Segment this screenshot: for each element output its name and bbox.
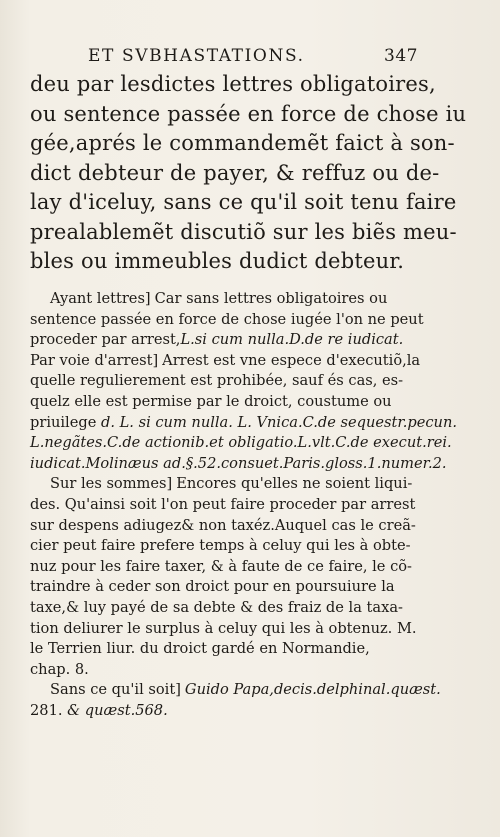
commentary-line bbox=[30, 598, 420, 619]
citation: iudicat.Molinæus ad.§.52.consuet.Paris.gloss.1.numer.2. bbox=[30, 454, 447, 472]
commentary-line bbox=[30, 433, 452, 454]
commentary-text: cier peut faire prefere temps à celuy qui les à obte- bbox=[30, 537, 411, 555]
main-text-line: dict debteur de payer, & reffuz ou de- bbox=[30, 160, 440, 185]
commentary-text: sentence passée en force de chose iugée l'on ne peut bbox=[30, 310, 424, 328]
citation: L.negãtes.C.de actionib.et obligatio.L.vlt.C.de execut.rei. bbox=[30, 434, 452, 452]
commentary-text: nuz pour les faire taxer, & à faute de ce faire, le cõ- bbox=[30, 557, 412, 575]
commentary-line bbox=[30, 701, 420, 722]
commentary-line bbox=[30, 495, 420, 516]
commentary-line bbox=[30, 371, 420, 392]
commentary-line bbox=[30, 516, 420, 537]
running-title: ET SVBHASTATIONS. bbox=[88, 46, 305, 66]
commentary-text: chap. 8. bbox=[30, 660, 89, 678]
main-text-line: gée,aprés le commandemẽt faict à son- bbox=[30, 131, 455, 155]
main-text-line: lay d'iceluy, sans ce qu'il soit tenu faire bbox=[30, 190, 457, 214]
commentary-text: quelz elle est permise par le droict, coustume ou bbox=[30, 392, 392, 410]
commentary-line bbox=[30, 330, 420, 351]
citation: Guido Papa,decis.delphinal.quæst. bbox=[184, 681, 441, 699]
commentary-line bbox=[30, 474, 420, 495]
commentary-text: proceder par arrest, bbox=[30, 331, 181, 349]
page-number: 347 bbox=[384, 46, 418, 66]
commentary-text: quelle regulierement est prohibée, sauf és cas, es- bbox=[30, 372, 404, 390]
citation: d. L. si cum nulla. L. Vnica.C.de sequestr.pecun. bbox=[100, 413, 457, 431]
commentary-line bbox=[30, 577, 420, 598]
commentary-text: traindre à ceder son droict pour en poursuiure la bbox=[30, 578, 395, 596]
main-text-line: prealablemẽt discutiõ sur les biẽs meu- bbox=[30, 219, 457, 244]
main-text-block bbox=[30, 70, 467, 277]
lemma: Sans ce qu'il soit] bbox=[50, 681, 181, 699]
commentary-text: sur despens adiugez& non taxéz.Auquel cas le creã- bbox=[30, 516, 416, 534]
commentary-line bbox=[30, 557, 420, 578]
commentary-text: des. Qu'ainsi soit l'on peut faire proceder par arrest bbox=[30, 495, 416, 513]
citation: & quæst.568. bbox=[67, 701, 168, 719]
commentary-line bbox=[30, 413, 457, 434]
commentary-text: Encores qu'elles ne soient liqui- bbox=[176, 475, 413, 493]
commentary-text: tion deliurer le surplus à celuy qui les à obtenuz. M. bbox=[30, 619, 417, 637]
commentary-line bbox=[30, 619, 420, 640]
main-text-line: bles ou immeubles dudict debteur. bbox=[30, 249, 405, 273]
commentary-text: Arrest est vne espece d'executiõ,la bbox=[162, 351, 421, 369]
commentary-text: 281. bbox=[30, 701, 63, 719]
commentary-text: priuilege bbox=[30, 413, 97, 431]
commentary-line bbox=[30, 392, 420, 413]
commentary-line bbox=[30, 454, 447, 475]
main-text-line: deu par lesdictes lettres obligatoires, bbox=[30, 72, 436, 96]
lemma: Sur les sommes] bbox=[50, 475, 173, 493]
commentary-text: le Terrien liur. du droict gardé en Normandie, bbox=[30, 640, 370, 658]
commentary-line bbox=[30, 660, 420, 681]
main-text-line: ou sentence passée en force de chose iu bbox=[30, 101, 467, 126]
commentary-text: Car sans lettres obligatoires ou bbox=[154, 290, 388, 307]
commentary-line bbox=[30, 680, 441, 701]
commentary-block bbox=[30, 289, 457, 721]
citation: L.si cum nulla.D.de re iudicat. bbox=[180, 331, 404, 349]
commentary-line bbox=[30, 639, 420, 660]
commentary-line bbox=[30, 310, 424, 331]
commentary-line bbox=[30, 351, 420, 372]
lemma: Par voie d'arrest] bbox=[30, 351, 159, 369]
commentary-line bbox=[30, 289, 420, 310]
commentary-text: taxe,& luy payé de sa debte & des fraiz de la taxa- bbox=[30, 598, 403, 616]
running-header bbox=[88, 46, 418, 66]
commentary-line bbox=[30, 536, 420, 557]
lemma: Ayant lettres] bbox=[50, 290, 151, 307]
